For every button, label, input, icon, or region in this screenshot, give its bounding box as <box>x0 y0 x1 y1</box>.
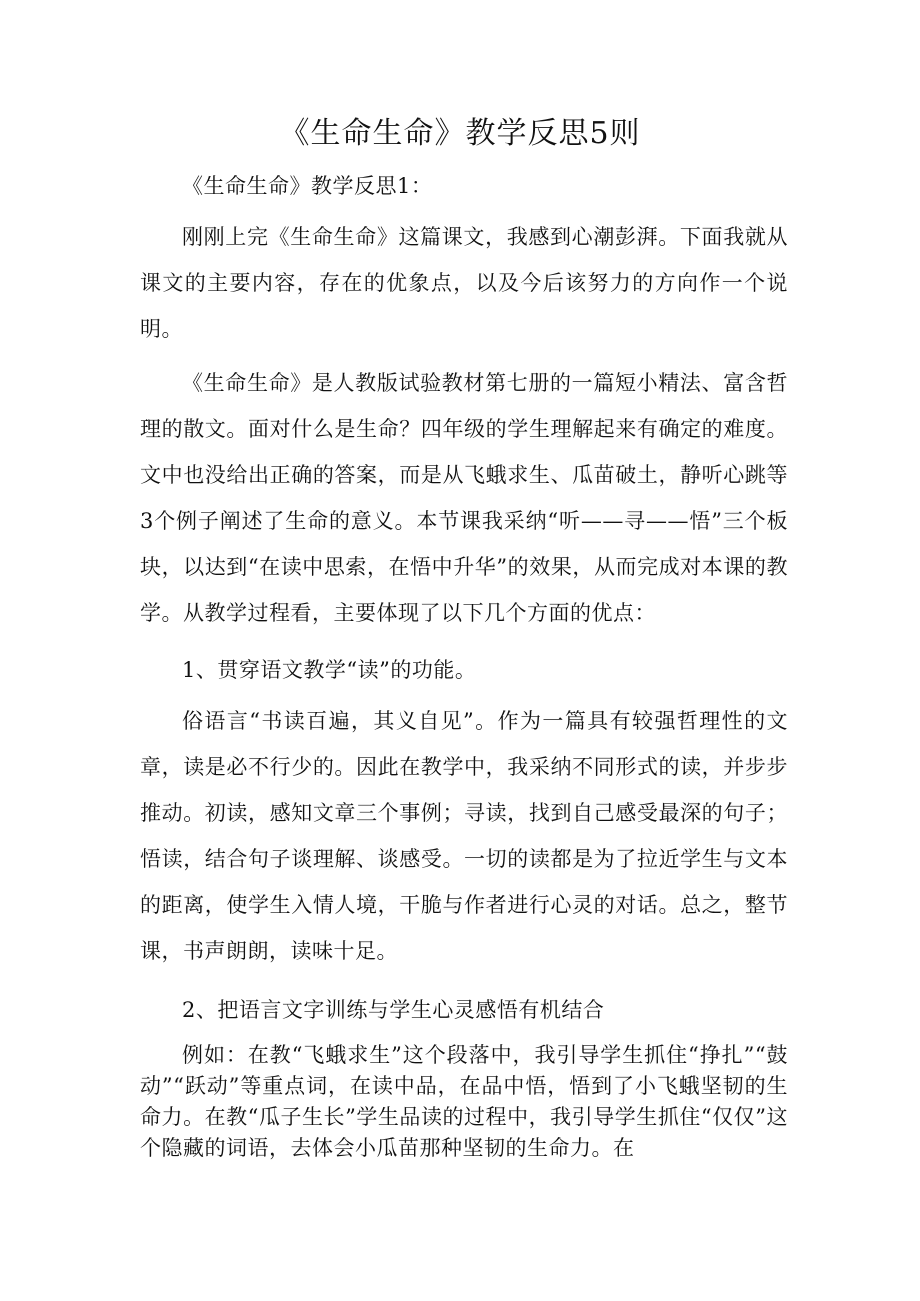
paragraph-overview: 《生命生命》是人教版试验教材第七册的一篇短小精法、富含哲理的散文。面对什么是生命？四年级的学生理解起来有确定的难度。文中也没给出正确的答案，而是从飞蛾求生、瓜苗破土，静听心跳等3个例子阐述了生命的意义。本节课我采纳“听——寻——悟”三个板块，以达到“在读中思索，在悟中升华”的效果，从而完成对本课的教学。从教学过程看，主要体现了以下几个方面的优点： <box>140 371 788 625</box>
paragraph-example: 例如：在教“飞蛾求生”这个段落中，我引导学生抓住“挣扎”“鼓动”“跃动”等重点词，在读中品，在品中悟，悟到了小飞蛾坚韧的生命力。在教“瓜子生长”学生品读的过程中，我引导学生抓住“仅仅”这个隐藏的词语，去体会小瓜苗那种坚韧的生命力。在 <box>140 1043 788 1160</box>
point-heading-2: 2、把语言文字训练与学生心灵感悟有机结合 <box>182 998 605 1022</box>
paragraph-intro: 刚刚上完《生命生命》这篇课文，我感到心潮彭湃。下面我就从课文的主要内容，存在的优象点，以及今后该努力的方向作一个说明。 <box>140 225 788 341</box>
section-heading: 《生命生命》教学反思1： <box>182 174 433 198</box>
point-heading-1: 1、贯穿语文教学“读”的功能。 <box>182 658 477 682</box>
document-title: 《生命生命》教学反思5则 <box>279 116 641 151</box>
paragraph-reading: 俗语言“书读百遍，其义自见”。作为一篇具有较强哲理性的文章，读是必不行少的。因此在教学中，我采纳不同形式的读，并步步推动。初读，感知文章三个事例；寻读，找到自己感受最深的句子；悟读，结合句子谈理解、谈感受。一切的读都是为了拉近学生与文本的距离，使学生入情人境，干脆与作者进行心灵的对话。总之，整节课，书声朗朗，读味十足。 <box>140 709 788 963</box>
